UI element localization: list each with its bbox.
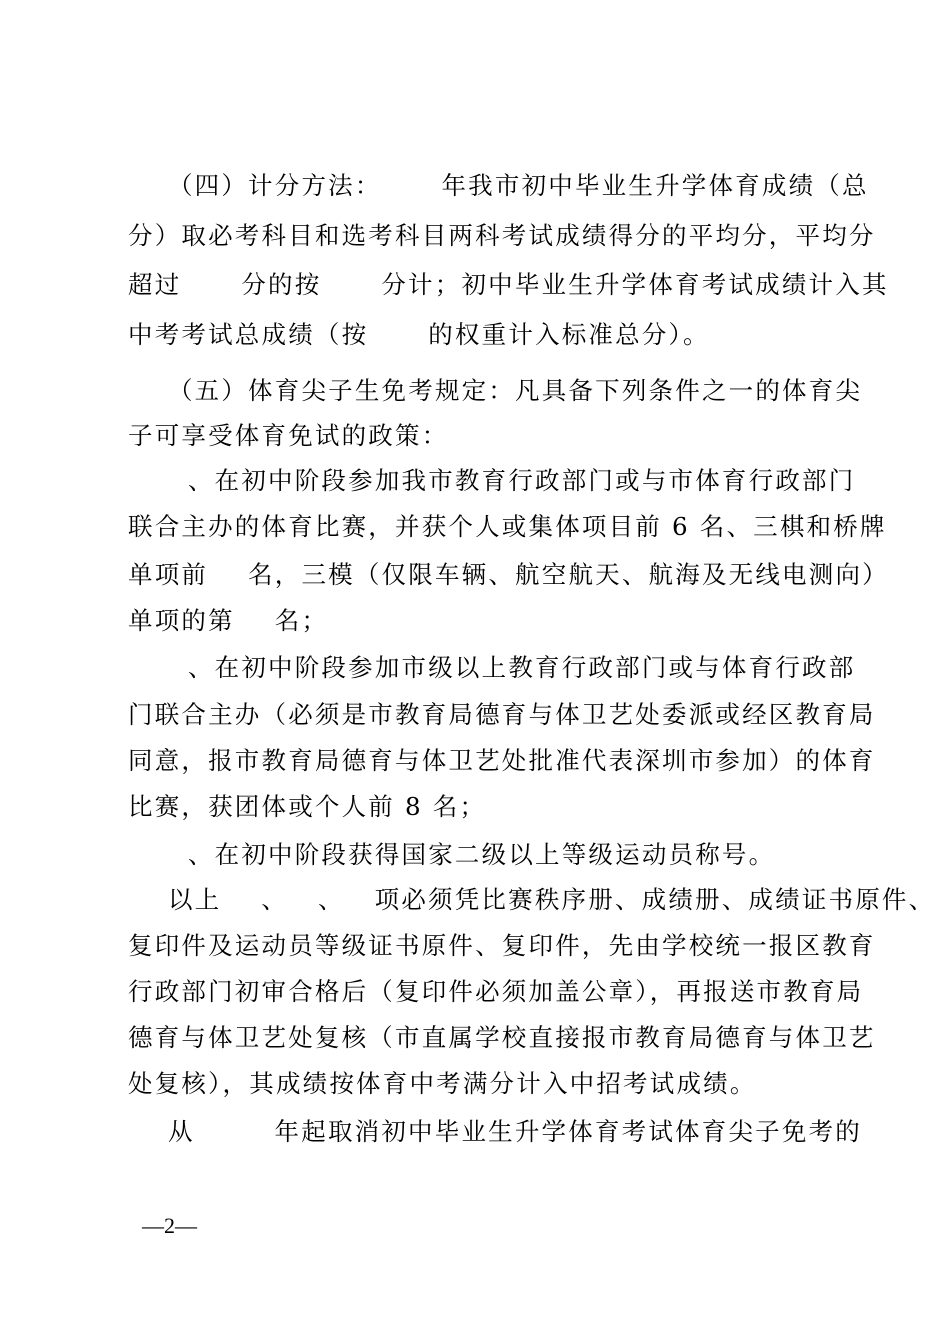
text-line: 处复核），其成绩按体育中考满分计入中招考试成绩。 (128, 1069, 757, 1098)
text-line: 同意，报市教育局德育与体卫艺处批准代表深圳市参加）的体育 (128, 746, 876, 775)
text-line: 超过 分的按 分计；初中毕业生升学体育考试成绩计入其 (128, 270, 889, 299)
text-line: 、在初中阶段参加市级以上教育行政部门或与体育行政部 (128, 653, 856, 682)
text-line: 中考考试总成绩（按 的权重计入标准总分）。 (128, 320, 710, 349)
page-number: —2— (142, 1213, 197, 1238)
text-line: 、在初中阶段参加我市教育行政部门或与市体育行政部门 (128, 466, 856, 495)
text-line: 以上 、 、 项必须凭比赛秩序册、成绩册、成绩证书原件、 (128, 885, 936, 914)
text-line: （四）计分方法： 年我市初中毕业生升学体育成绩（总 (128, 171, 869, 200)
text-line: 子可享受体育免试的政策： (128, 421, 449, 450)
text-line: 复印件及运动员等级证书原件、复印件，先由学校统一报区教育 (128, 931, 876, 960)
text-line: 从 年起取消初中毕业生升学体育考试体育尖子免考的 (128, 1117, 862, 1146)
text-line: 、在初中阶段获得国家二级以上等级运动员称号。 (128, 840, 776, 869)
text-line: （五）体育尖子生免考规定：凡具备下列条件之一的体育尖 (128, 376, 863, 405)
text-line: 分）取必考科目和选考科目两科考试成绩得分的平均分，平均分 (128, 221, 876, 250)
text-line: 联合主办的体育比赛，并获个人或集体项目前 6 名、三棋和桥牌 (128, 512, 887, 541)
text-line: 德育与体卫艺处复核（市直属学校直接报市教育局德育与体卫艺 (128, 1023, 876, 1052)
text-line: 单项的第 名； (128, 606, 329, 635)
text-line: 门联合主办（必须是市教育局德育与体卫艺处委派或经区教育局 (128, 700, 876, 729)
text-line: 比赛，获团体或个人前 8 名； (128, 792, 487, 821)
text-line: 行政部门初审合格后（复印件必须加盖公章），再报送市教育局 (128, 977, 864, 1006)
text-line: 单项前 名，三模（仅限车辆、航空航天、航海及无线电测向） (128, 560, 889, 589)
